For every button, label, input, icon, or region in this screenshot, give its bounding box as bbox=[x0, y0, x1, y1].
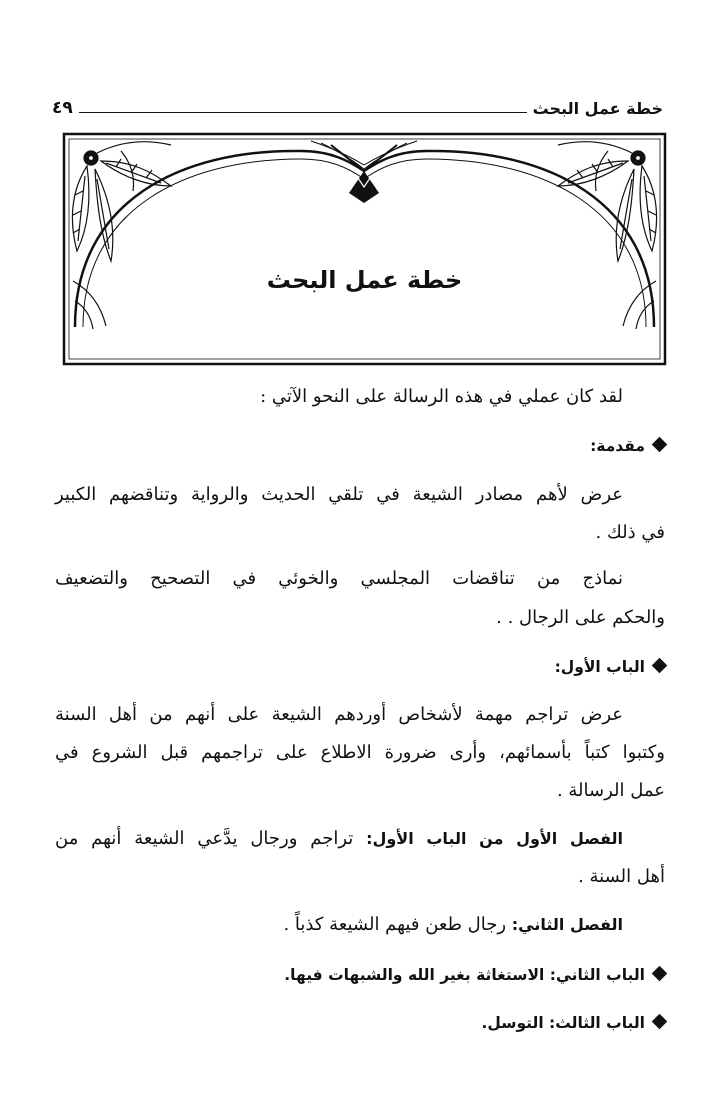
paragraph-line: والحكم على الرجال . . bbox=[496, 607, 665, 628]
heading-text: الباب الثالث: التوسل. bbox=[481, 1014, 645, 1032]
paragraph-line: في ذلك . bbox=[595, 522, 665, 543]
paragraph-line: أهل السنة . bbox=[578, 866, 665, 887]
paragraph-line: عرض لأهم مصادر الشيعة في تلقي الحديث والرواية وتناقضهم الكبير bbox=[55, 484, 623, 505]
fasl2-label: الفصل الثاني: bbox=[511, 915, 623, 934]
section-heading-bab1 bbox=[55, 654, 665, 680]
intro-text: لقد كان عملي في هذه الرسالة على النحو الآتي : bbox=[260, 386, 623, 407]
paragraph-line: عمل الرسالة . bbox=[556, 780, 665, 801]
fasl2-text: رجال طعن فيهم الشيعة كذباً . bbox=[283, 914, 507, 935]
heading-text: الباب الثاني: الاستغاثة بغير الله والشبهات فيها. bbox=[284, 966, 645, 984]
section-heading-muqaddima bbox=[55, 433, 665, 459]
fasl1-text: تراجم ورجال يدَّعي الشيعة أنهم من bbox=[55, 828, 354, 849]
section-heading-bab2 bbox=[55, 962, 665, 988]
paragraph-line: عرض تراجم مهمة لأشخاص أوردهم الشيعة على أنهم من أهل السنة bbox=[55, 704, 624, 725]
chapter-title: خطة عمل البحث bbox=[266, 266, 463, 294]
fasl1-line bbox=[55, 826, 623, 852]
heading-text: الباب الأول: bbox=[554, 658, 645, 676]
diamond-bullet-icon bbox=[652, 437, 668, 453]
paragraph-line: نماذج من تناقضات المجلسي والخوئي في التصحيح والتضعيف bbox=[55, 568, 623, 589]
running-title: خطة عمل البحث bbox=[532, 99, 663, 118]
diamond-bullet-icon bbox=[652, 966, 668, 982]
frame-ornament bbox=[61, 131, 668, 367]
header-rule bbox=[79, 112, 527, 113]
fasl1-label: الفصل الأول من الباب الأول: bbox=[366, 829, 623, 848]
diamond-bullet-icon bbox=[652, 658, 668, 674]
paragraph-line: وكتبوا كتباً بأسمائهم، وأرى ضرورة الاطلاع على تراجمهم قبل الشروع في bbox=[55, 742, 665, 763]
section-heading-bab3 bbox=[55, 1010, 665, 1036]
fasl2-line bbox=[55, 912, 623, 938]
heading-text: مقدمة: bbox=[590, 437, 645, 455]
page-number: ٤٩ bbox=[52, 98, 73, 118]
running-header bbox=[52, 88, 663, 118]
diamond-bullet-icon bbox=[652, 1014, 668, 1030]
ornamental-title-frame bbox=[61, 131, 668, 367]
